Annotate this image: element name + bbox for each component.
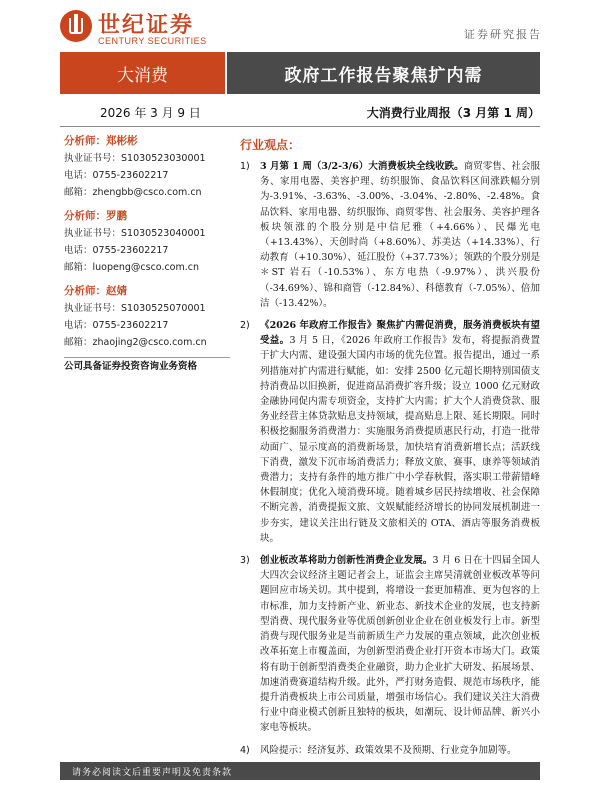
viewpoint-body: 风险提示：经济复苏、政策效果不及预期、行业竞争加剧等。 [260, 744, 517, 756]
viewpoint-body: 3 月 6 日在十四届全国人大四次会议经济主题记者会上，证监会主席吴清就创业板改革等问题回应市场关切。其中提到，将增设一套更加精准、更为包容的上市标准，加力支持新产业、新业态、新技术企业的发展，也支持新型消费、现代服务业等优质创新创业企业在创业板发行上市。新型消费与现代服务业是当前新质生产力发展的重点领域，此次创业板改革拓宽上市覆盖面，为创新型消费企业打开资本市场大门。政策将有助于创新型消费类企业融资，助力企业扩大研发、拓展场景、加速消费赛道结构升级。此外，严打财务造假、规范市场秩序，能提升消费板块上市公司质量，增强市场信心。我们建议关注大消费行业中商业模式创新且独特的板块，如潮玩、设计师品牌、新兴小家电等板块。 [260, 555, 540, 734]
report-title: 大消费行业周报（3 月第 1 周） [366, 106, 540, 120]
viewpoint-number: 2) [240, 320, 250, 332]
viewpoint-item [240, 159, 540, 311]
report-date: 2026 年 3 月 9 日 [100, 106, 201, 120]
viewpoint-text [260, 318, 540, 546]
header-divider [60, 126, 540, 127]
viewpoint-number: 4) [240, 744, 250, 756]
viewpoint-section [240, 136, 540, 765]
viewpoint-lead: 3 月第 1 周（3/2-3/6）大消费板块全线收跌。 [260, 161, 464, 172]
qualification-statement: 公司具备证券投资咨询业务资格 [64, 361, 198, 372]
viewpoint-body: 3 月 5 日，《2026 年政府工作报告》发布，将提振消费置于扩大内需、建设强大国内市场的优先位置。报告提出，通过一系列措施对扩内需进行赋能，如：安排 2500 亿元超长期特别国债支持消费品以旧换新，促进商品消费扩容升级；设立 1000 亿元财政金融协同促内需专项资金，支持扩大内需；扩大个人消费贷款、服务业经营主体贷款贴息支持领域，提高贴息上限、延长期限。同时积极挖掘服务消费潜力：实施服务消费提质惠民行动，打造一批带动面广、显示度高的消费新场景，加快培育消费新增长点；活跃线下消费，激发下沉市场消费活力；释放文旅、赛事、康养等领域消费潜力；支持有条件的地方推广中小学春秋假，落实职工带薪错峰休假制度；优化入境消费环境。随着城乡居民持续增收、社会保障不断完善，消费提振文旅、文娱赋能经济增长的协同发展机制进一步夯实，建议关注出行链及文旅相关的 OTA、酒店等服务消费板块。 [260, 335, 540, 544]
viewpoint-item [240, 743, 540, 758]
viewpoint-title: 行业观点： [240, 138, 301, 152]
analyst-license: 执业证书号：S1030523040001 [64, 228, 206, 239]
analyst-sidebar [64, 132, 230, 376]
company-logo [60, 8, 240, 48]
analyst-license: 执业证书号：S1030523030001 [64, 153, 206, 164]
viewpoint-number: 3) [240, 555, 250, 567]
sector-banner: 大消费 [60, 52, 225, 94]
analyst-email[interactable]: 邮箱：zhengbb@csco.com.cn [64, 187, 202, 198]
analyst-license: 执业证书号：S1030525070001 [64, 303, 206, 314]
logo-name-cn: 世纪证券 [98, 13, 195, 38]
analyst-phone: 电话：0755-23602217 [64, 245, 169, 256]
report-meta-row [60, 104, 540, 124]
viewpoint-text [260, 743, 540, 758]
viewpoint-number: 1) [240, 161, 250, 172]
analyst-name: 分析师：罗鹏 [64, 210, 127, 222]
viewpoint-lead: 《2026 年政府工作报告》聚焦扩内需促消费，服务消费板块有望受益。 [260, 320, 540, 347]
analyst-email[interactable]: 邮箱：luopeng@csco.com.cn [64, 262, 200, 273]
viewpoint-item [240, 318, 540, 546]
analyst-card [64, 282, 230, 351]
disclaimer-footer[interactable]: 请务必阅读文后重要声明及免责条款 [60, 762, 540, 780]
headline-banner: 政府工作报告聚焦扩内需 [227, 52, 540, 94]
analyst-card [64, 207, 230, 276]
analyst-phone: 电话：0755-23602217 [64, 320, 169, 331]
logo-name-en: CENTURY SECURITIES [98, 36, 207, 46]
viewpoint-item [240, 553, 540, 735]
analyst-email[interactable]: 邮箱：zhaojing2@csco.com.cn [64, 337, 207, 348]
viewpoint-lead: 创业板改革将助力创新性消费企业发展。 [260, 555, 433, 567]
viewpoint-text [260, 553, 540, 735]
analyst-name: 分析师：赵婧 [64, 285, 127, 297]
century-securities-logo-icon [60, 10, 92, 42]
viewpoint-text [260, 159, 540, 311]
analyst-phone: 电话：0755-23602217 [64, 170, 169, 181]
analyst-name: 分析师：郑彬彬 [64, 135, 138, 147]
viewpoint-body: 商贸零售、社会服务、家用电器、美容护理、纺织服饰、食品饮料区间涨跌幅分别为-3.91%、-3.63%、-3.00%、-3.04%、-2.80%、-2.48%。食品饮料、家用电器、纺织服饰、商贸零售、社会服务、美容护理各板块领涨的个股分别是中信尼雅（+4.66%）、民爆光电（+13.43%）、天创时尚（+8.60%）、苏美达（+14.33%）、行动教育（+10.30%）、延江股份（+37.73%）；领跌的个股分别是＊ST 岩石（-10.53%）、东方电热（-9.97%）、洪兴股份（-34.69%）、锦和商管（-12.84%）、科德教育（-7.05%）、倍加洁（-13.42%）。 [260, 161, 540, 309]
analyst-card [64, 132, 230, 201]
report-type-label: 证券研究报告 [464, 28, 542, 41]
